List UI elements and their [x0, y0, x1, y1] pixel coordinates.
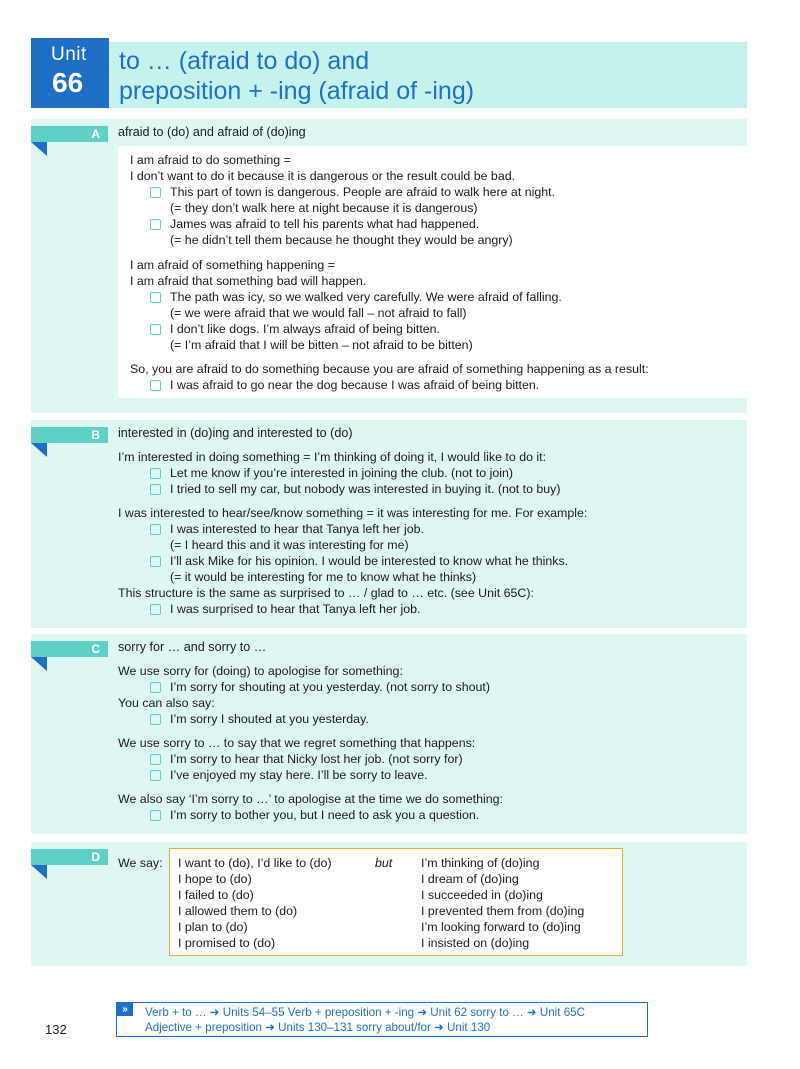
a-note: (= I’m afraid that I will be bitten – not afraid to be bitten): [170, 338, 473, 352]
c-line: We use sorry to … to say that we regret something that happens:: [118, 736, 476, 750]
right-pattern: I succeeded in (do)ing: [421, 888, 543, 902]
unit-label: Unit: [51, 44, 87, 65]
cross-reference-line-2: Adjective + preposition ➜ Units 130–131 sorry about/for ➜ Unit 130: [145, 1021, 491, 1034]
but-label: but: [375, 856, 393, 870]
b-line: This structure is the same as surprised to … / glad to … etc. (see Unit 65C):: [118, 586, 534, 600]
section-d-marker: [31, 865, 47, 879]
a-line: I am afraid to do something =: [130, 153, 291, 167]
c-example: I’ve enjoyed my stay here. I’ll be sorry to leave.: [148, 767, 428, 783]
left-pattern: I promised to (do): [178, 936, 276, 950]
b-example: I tried to sell my car, but nobody was interested in buying it. (not to buy): [148, 481, 561, 497]
section-b-marker: [31, 443, 47, 457]
c-line: We use sorry for (doing) to apologise for something:: [118, 664, 403, 678]
section-b-tag: B: [31, 427, 108, 443]
right-pattern: I prevented them from (do)ing: [421, 904, 585, 918]
we-say-label: We say:: [118, 856, 163, 870]
page-title: [119, 46, 474, 106]
title-band: [109, 42, 747, 108]
right-pattern: I insisted on (do)ing: [421, 936, 530, 950]
a-example: The path was icy, so we walked very carefully. We were afraid of falling.: [148, 289, 562, 305]
b-note: (= it would be interesting for me to know what he thinks): [170, 570, 477, 584]
verb-comparison-box: [169, 848, 623, 956]
section-b-title: interested in (do)ing and interested to (do): [118, 426, 353, 440]
section-c-title: sorry for … and sorry to …: [118, 640, 267, 654]
c-example: I’m sorry to bother you, but I need to ask you a question.: [148, 807, 479, 823]
section-a-marker: [31, 142, 47, 156]
a-example: I don’t like dogs. I’m always afraid of being bitten.: [148, 321, 440, 337]
unit-badge: [31, 38, 109, 108]
c-example: I’m sorry I shouted at you yesterday.: [148, 711, 369, 727]
left-pattern: I failed to (do): [178, 888, 254, 902]
a-line: I don’t want to do it because it is dangerous or the result could be bad.: [130, 169, 516, 183]
b-note: (= I heard this and it was interesting for me): [170, 538, 409, 552]
cross-reference-icon: »: [117, 1003, 133, 1016]
section-c-marker: [31, 657, 47, 671]
section-a-tag: A: [31, 126, 108, 142]
c-example: I’m sorry for shouting at you yesterday. (not sorry to shout): [148, 679, 490, 695]
left-pattern: I want to (do), I’d like to (do): [178, 856, 332, 870]
section-d-tag: D: [31, 849, 108, 865]
left-pattern: I allowed them to (do): [178, 904, 298, 918]
b-example: Let me know if you’re interested in joining the club. (not to join): [148, 465, 513, 481]
title-line-1: to … (afraid to do) and: [119, 47, 370, 75]
section-a-title: afraid to (do) and afraid of (do)ing: [118, 125, 306, 139]
c-line: We also say ‘I’m sorry to …’ to apologise at the time we do something:: [118, 792, 503, 806]
c-line: You can also say:: [118, 696, 215, 710]
a-example: I was afraid to go near the dog because I was afraid of being bitten.: [148, 377, 539, 393]
b-line: I’m interested in doing something = I’m thinking of doing it, I would like to do it:: [118, 450, 547, 464]
a-example: James was afraid to tell his parents what had happened.: [148, 216, 479, 232]
right-pattern: I dream of (do)ing: [421, 872, 519, 886]
a-example: This part of town is dangerous. People are afraid to walk here at night.: [148, 184, 555, 200]
a-line: I am afraid that something bad will happen.: [130, 274, 367, 288]
a-note: (= we were afraid that we would fall – not afraid to fall): [170, 306, 467, 320]
b-example: I’ll ask Mike for his opinion. I would be interested to know what he thinks.: [148, 553, 568, 569]
b-example: I was surprised to hear that Tanya left her job.: [148, 601, 420, 617]
left-pattern: I hope to (do): [178, 872, 252, 886]
b-example: I was interested to hear that Tanya left her job.: [148, 521, 424, 537]
b-line: I was interested to hear/see/know something = it was interesting for me. For example:: [118, 506, 588, 520]
a-line: So, you are afraid to do something because you are afraid of something happening as a result:: [130, 362, 649, 376]
page-number: 132: [45, 1022, 67, 1037]
section-c-tag: C: [31, 641, 108, 657]
a-note: (= they don’t walk here at night because it is dangerous): [170, 201, 478, 215]
a-note: (= he didn’t tell them because he thought they would be angry): [170, 233, 513, 247]
left-pattern: I plan to (do): [178, 920, 248, 934]
a-line: I am afraid of something happening =: [130, 258, 335, 272]
unit-number: 66: [52, 67, 84, 98]
cross-reference-line-1: Verb + to … ➜ Units 54–55 Verb + preposition + -ing ➜ Unit 62 sorry to … ➜ Unit 65C: [145, 1006, 585, 1019]
cross-reference-box: [116, 1002, 648, 1037]
c-example: I’m sorry to hear that Nicky lost her job. (not sorry for): [148, 751, 463, 767]
title-line-2: preposition + -ing (afraid of -ing): [119, 77, 475, 105]
right-pattern: I’m thinking of (do)ing: [421, 856, 540, 870]
right-pattern: I’m looking forward to (do)ing: [421, 920, 581, 934]
